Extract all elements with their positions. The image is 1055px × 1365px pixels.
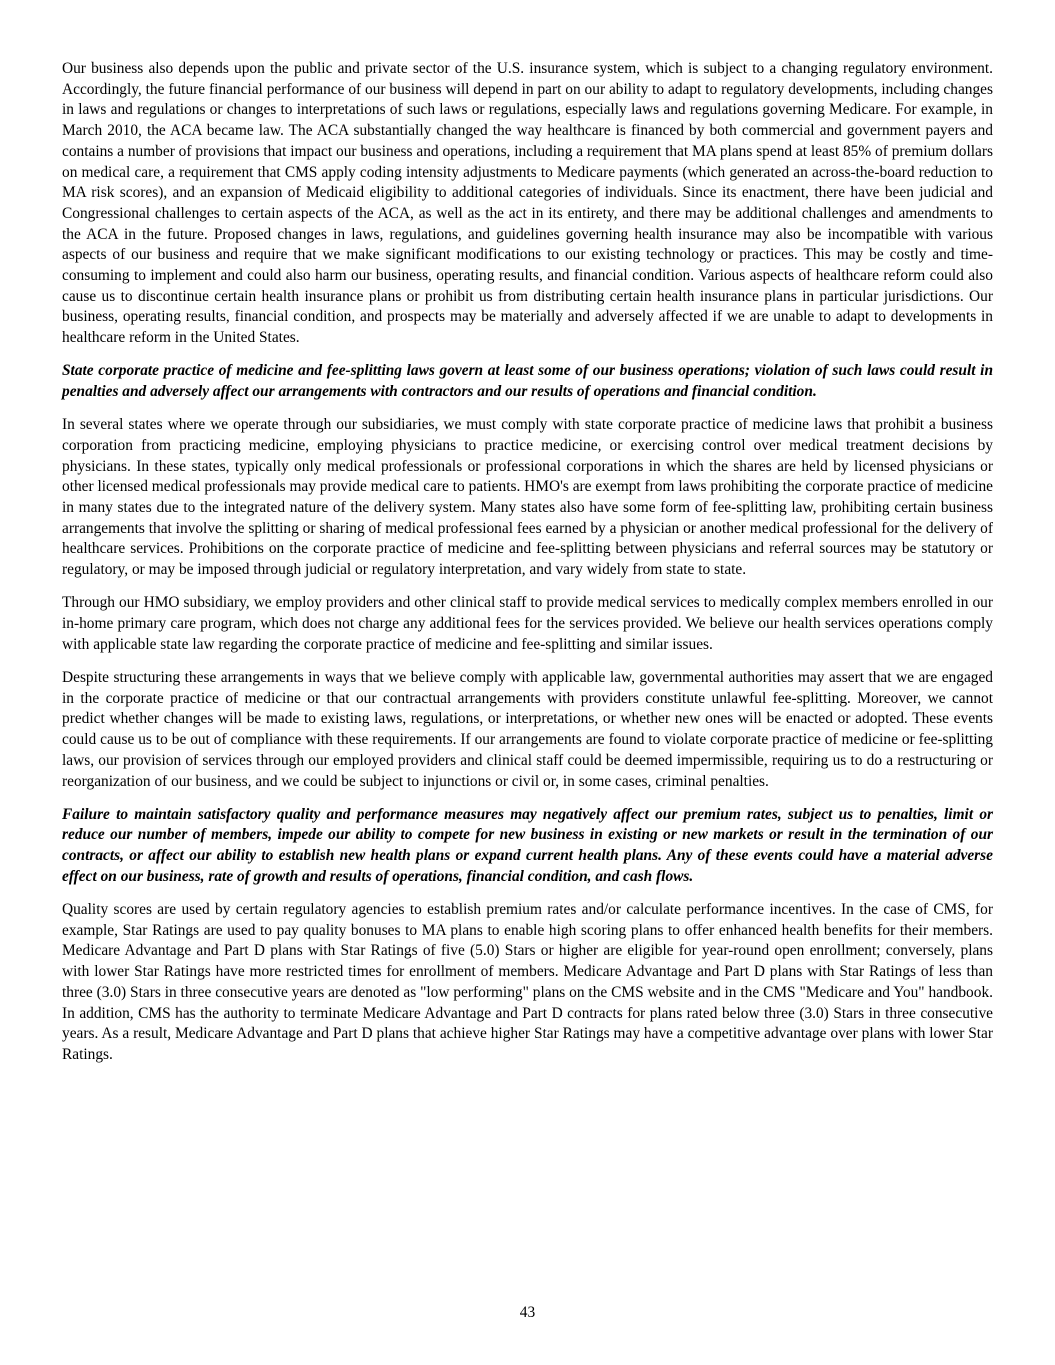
body-paragraph: Quality scores are used by certain regulatory agencies to establish premium rates and/or calculate performance incentives. In the case of CMS, for example, Star Ratings are used to pay quality bonuses to MA plans to enable high scoring plans to offer enhanced health benefits for their members. Medicare Advantage and Part D plans with Star Ratings of five (5.0) Stars or higher are eligible for year-round open enrollment; conversely, plans with lower Star Ratings have more restricted times for enrollment of members. Medicare Advantage and Part D plans with Star Ratings of less than three (3.0) Stars in three consecutive years are denoted as "low performing" plans on the CMS website and in the CMS "Medicare and You" handbook. In addition, CMS has the authority to terminate Medicare Advantage and Part D contracts for plans rated below three (3.0) Stars in three consecutive years. As a result, Medicare Advantage and Part D plans that achieve higher Star Ratings may have a competitive advantage over plans with lower Star Ratings.	[62, 901, 993, 1063]
document-page	[62, 59, 993, 1078]
page-number: 43	[519, 1304, 536, 1321]
body-paragraph: Despite structuring these arrangements in ways that we believe comply with applicable law, governmental authorities may assert that we are engaged in the corporate practice of medicine or that our contractual arrangements with providers constitute unlawful fee-splitting. Moreover, we cannot predict whether changes will be made to existing laws, regulations, or interpretations, or whether new ones will be enacted or adopted. These events could cause us to be out of compliance with these requirements. If our arrangements are found to violate corporate practice of medicine or fee-splitting laws, our provision of services through our employed providers and clinical staff could be deemed impermissible, requiring us to do a restructuring or reorganization of our business, and we could be subject to injunctions or civil or, in some cases, criminal penalties.	[62, 668, 993, 790]
body-paragraph: Through our HMO subsidiary, we employ providers and other clinical staff to provide medical services to medically complex members enrolled in our in-home primary care program, which does not charge any additional fees for the services provided. We believe our health services operations comply with applicable state law regarding the corporate practice of medicine and fee-splitting and similar issues.	[62, 594, 993, 653]
risk-factor-heading: Failure to maintain satisfactory quality and performance measures may negatively affect our premium rates, subject us to penalties, limit or reduce our number of members, impede our ability to compete for new business in existing or new markets or result in the termination of our contracts, or affect our ability to establish new health plans or expand current health plans. Any of these events could have a material adverse effect on our business, rate of growth and results of operations, financial condition, and cash flows.	[62, 805, 993, 885]
risk-factor-heading: State corporate practice of medicine and fee-splitting laws govern at least some of our business operations; violation of such laws could result in penalties and adversely affect our arrangements with contractors and our results of operations and financial condition.	[62, 362, 993, 401]
body-paragraph: In several states where we operate through our subsidiaries, we must comply with state corporate practice of medicine laws that prohibit a business corporation from practicing medicine, employing physicians to practice medicine, or exercising control over medical treatment decisions by physicians. In these states, typically only medical professionals or professional corporations in which the shares are held by licensed physicians or other licensed medical professionals may provide medical care to patients. HMO's are exempt from laws prohibiting the corporate practice of medicine in many states due to the integrated nature of the delivery system. Many states also have some form of fee-splitting law, prohibiting certain business arrangements that involve the splitting or sharing of medical professional fees earned by a physician or another medical professional for the delivery of healthcare services. Prohibitions on the corporate practice of medicine and fee-splitting between physicians and referral sources may be statutory or regulatory, or may be imposed through judicial or regulatory interpretation, and vary widely from state to state.	[62, 416, 993, 579]
body-paragraph: Our business also depends upon the public and private sector of the U.S. insurance system, which is subject to a changing regulatory environment. Accordingly, the future financial performance of our business will depend in part on our ability to adapt to regulatory developments, including changes in laws and regulations or changes to interpretations of such laws or regulations, especially laws and regulations governing Medicare. For example, in March 2010, the ACA became law. The ACA substantially changed the way healthcare is financed by both commercial and government payers and contains a number of provisions that impact our business and operations, including a requirement that MA plans spend at least 85% of premium dollars on medical care, a requirement that CMS apply coding intensity adjustments to Medicare payments (which generated an across-the-board reduction to MA risk scores), and an expansion of Medicaid eligibility to additional categories of individuals. Since its enactment, there have been judicial and Congressional challenges to certain aspects of the ACA, as well as the act in its entirety, and there may be additional challenges and amendments to the ACA in the future. Proposed changes in laws, regulations, and guidelines governing health insurance may also be incompatible with various aspects of our business and require that we make significant modifications to our existing technology or practices. This may be costly and time-consuming to implement and could also harm our business, operating results, and financial condition. Various aspects of healthcare reform could also cause us to discontinue certain health insurance plans or prohibit us from distributing certain health insurance plans in particular jurisdictions. Our business, operating results, financial condition, and prospects may be materially and adversely affected if we are unable to adapt to developments in healthcare reform in the United States.	[62, 60, 993, 347]
